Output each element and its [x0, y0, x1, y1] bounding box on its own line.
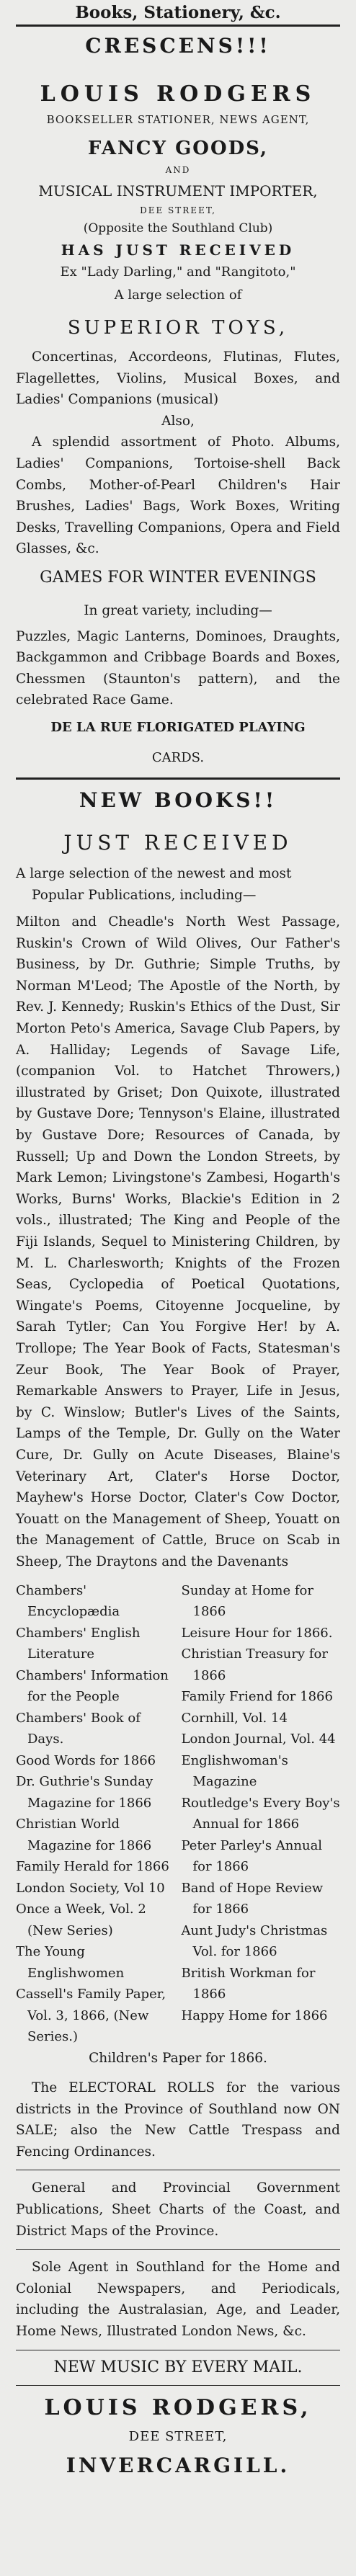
- childrens-paper: Children's Paper for 1866.: [89, 2050, 267, 2066]
- electoral-paragraph: The ELECTORAL ROLLS for the various districts in the Province of Southland now ON SALE; also the New Cattle Trespass and Fencing Ordinances.: [16, 2080, 340, 2160]
- periodical-item: Family Friend for 1866: [181, 1689, 333, 1704]
- periodical-item: Dr. Guthrie's Sunday Magazine for 1866: [16, 1774, 153, 1811]
- left-column: [16, 1580, 175, 2048]
- footer-street: DEE STREET,: [128, 2428, 228, 2444]
- periodical-item: Christian World Magazine for 1866: [16, 1817, 152, 1853]
- and-word: AND: [165, 165, 191, 175]
- divider: [16, 777, 340, 780]
- periodical-item: Aunt Judy's Christmas Vol. for 1866: [181, 1922, 328, 1959]
- periodical-item: Englishwoman's Magazine: [181, 1752, 288, 1789]
- divider: [16, 2249, 340, 2250]
- also-line: Also,: [161, 413, 195, 429]
- periodical-item: Band of Hope Review for 1866: [181, 1880, 324, 1917]
- periodical-item: London Society, Vol 10: [16, 1880, 165, 1896]
- intro-line: A large selection of the newest and most Popular Publications, including—: [16, 865, 292, 903]
- new-books-heading: NEW BOOKS!!: [79, 788, 277, 812]
- ex-ships: Ex "Lady Darling," and "Rangitoto,": [60, 264, 296, 280]
- periodical-item: British Workman for 1866: [181, 1965, 316, 2002]
- periodical-item: The Young Englishwomen: [16, 1944, 125, 1981]
- music-importer: MUSICAL INSTRUMENT IMPORTER,: [38, 182, 318, 200]
- section-header: Books, Stationery, &c.: [75, 3, 281, 22]
- periodical-item: Sunday at Home for 1866: [181, 1582, 313, 1619]
- periodical-item: Happy Home for 1866: [181, 2007, 328, 2023]
- periodicals-columns: [16, 1580, 340, 2048]
- agent-paragraph: Sole Agent in Southland for the Home and Colonial Newspapers, and Periodicals, including the Australasian, Age, and Leader, Home News, Illustrated London News, &c.: [16, 2260, 340, 2340]
- periodical-item: Peter Parley's Annual for 1866: [181, 1837, 323, 1874]
- divider: [16, 24, 340, 27]
- cards-line: CARDS.: [151, 749, 205, 765]
- periodical-item: Once a Week, Vol. 2 (New Series): [16, 1902, 146, 1938]
- delarue-line: DE LA RUE FLORIGATED PLAYING: [50, 719, 306, 735]
- assortment-paragraph: A splendid assortment of Photo. Albums, Ladies' Companions, Tortoise-shell Back Combs, Mother-of-Pearl Children's Hair Brushes, Ladies' Bags, Work Boxes, Writing Desks, Travelling Companions, Opera and Field Glasses, &c.: [16, 434, 340, 557]
- right-column: [182, 1580, 341, 2048]
- periodical-item: Good Words for 1866: [16, 1752, 156, 1768]
- periodical-item: Chambers' Book of Days.: [16, 1710, 141, 1747]
- footer-name: LOUIS RODGERS,: [44, 2394, 312, 2420]
- games-heading: GAMES FOR WINTER EVENINGS: [40, 568, 316, 587]
- variety-line: In great variety, including—: [84, 602, 272, 618]
- new-music-line: NEW MUSIC BY EVERY MAIL.: [53, 2358, 303, 2376]
- periodical-item: Chambers' Information for the People: [16, 1667, 169, 1704]
- divider: [16, 2385, 340, 2386]
- advertisement-new-books: [16, 788, 340, 2482]
- periodical-item: Cornhill, Vol. 14: [181, 1710, 288, 1726]
- government-paragraph: General and Provincial Government Publications, Sheet Charts of the Coast, and District Maps of the Province.: [16, 2180, 340, 2239]
- book-list: Milton and Cheadle's North West Passage, Ruskin's Crown of Wild Olives, Our Father's Business, by Dr. Guthrie; Simple Truths, by Norman M'Leod; The Apostle of the North, by Rev. J. Kennedy; Ruskin's Ethics of the Dust, Sir Morton Peto's America, Savage Club Papers, by A. Halliday; Legends of Savage Life, (companion Vol. to Hatchet Throwers,) illustrated by Griset; Don Quixote, illustrated by Gustave Dore; Tennyson's Elaine, illustrated by Gustave Dore; Resources of Canada, by Russell; Up and Down the London Streets, by Mark Lemon; Livingstone's Zambesi, Hogarth's Works, Burns' Works, Blackie's Edition in 2 vols., illustrated; The King and People of the Fiji Islands, Sequel to Ministering Children, by M. L. Charlesworth; Knights of the Frozen Seas, Cyclopedia of Poetical Quotations, Wingate's Poems, Citoyenne Jocqueline, by Sarah Tytler; Can You Forgive Her! by A. Trollope; The Year Book of Facts, Statesman's Zeur Book, The Year Book of Prayer, Remarkable Answers to Prayer, Life in Jesus, by C. Winslow; Butler's Lives of the Saints, Lamps of the Temple, Dr. Gully on the Water Cure, Dr. Gully on Acute Diseases, Blaine's Veterinary Art, Clater's Horse Doctor, Mayhew's Horse Doctor, Clater's Cow Doctor, Youatt on the Management of Sheep, Youatt on the Management of Cattle, Bruce on Scab in Sheep, The Draytons and the Davenants: [16, 914, 340, 1569]
- advertisement-crescens: [16, 34, 340, 777]
- advertiser-name: LOUIS RODGERS: [40, 81, 316, 107]
- periodical-item: Cassell's Family Paper, Vol. 3, 1866, (New Series.): [16, 1987, 166, 2044]
- large-selection: A large selection of: [114, 288, 242, 303]
- fancy-goods: FANCY GOODS,: [87, 138, 269, 159]
- has-just-received: HAS JUST RECEIVED: [61, 241, 295, 259]
- periodical-item: Christian Treasury for 1866: [181, 1646, 328, 1683]
- periodical-item: Leisure Hour for 1866.: [181, 1625, 333, 1641]
- footer-town: INVERCARGILL.: [66, 2453, 290, 2477]
- street-line: DEE STREET,: [140, 205, 216, 215]
- periodical-item: London Journal, Vol. 44: [181, 1732, 336, 1747]
- opposite-line: (Opposite the Southland Club): [83, 221, 273, 236]
- superior-toys: SUPERIOR TOYS,: [67, 317, 289, 339]
- just-received: JUST RECEIVED: [63, 830, 293, 855]
- periodical-item: Routledge's Every Boy's Annual for 1866: [181, 1795, 340, 1832]
- crescens-heading: CRESCENS!!!: [85, 34, 271, 58]
- trade-line: BOOKSELLER STATIONER, NEWS AGENT,: [46, 113, 310, 126]
- periodical-item: Chambers' Encyclopædia: [16, 1582, 120, 1619]
- periodical-item: Chambers' English Literature: [16, 1625, 141, 1662]
- periodical-item: Family Herald for 1866: [16, 1859, 169, 1874]
- games-paragraph: Puzzles, Magic Lanterns, Dominoes, Draughts, Backgammon and Cribbage Boards and Boxes, Chessmen (Staunton's pattern), and the celebrated Race Game.: [16, 628, 340, 708]
- instruments-paragraph: Concertinas, Accordeons, Flutinas, Flutes, Flagellettes, Violins, Musical Boxes, and Ladies' Companions (musical): [16, 349, 340, 408]
